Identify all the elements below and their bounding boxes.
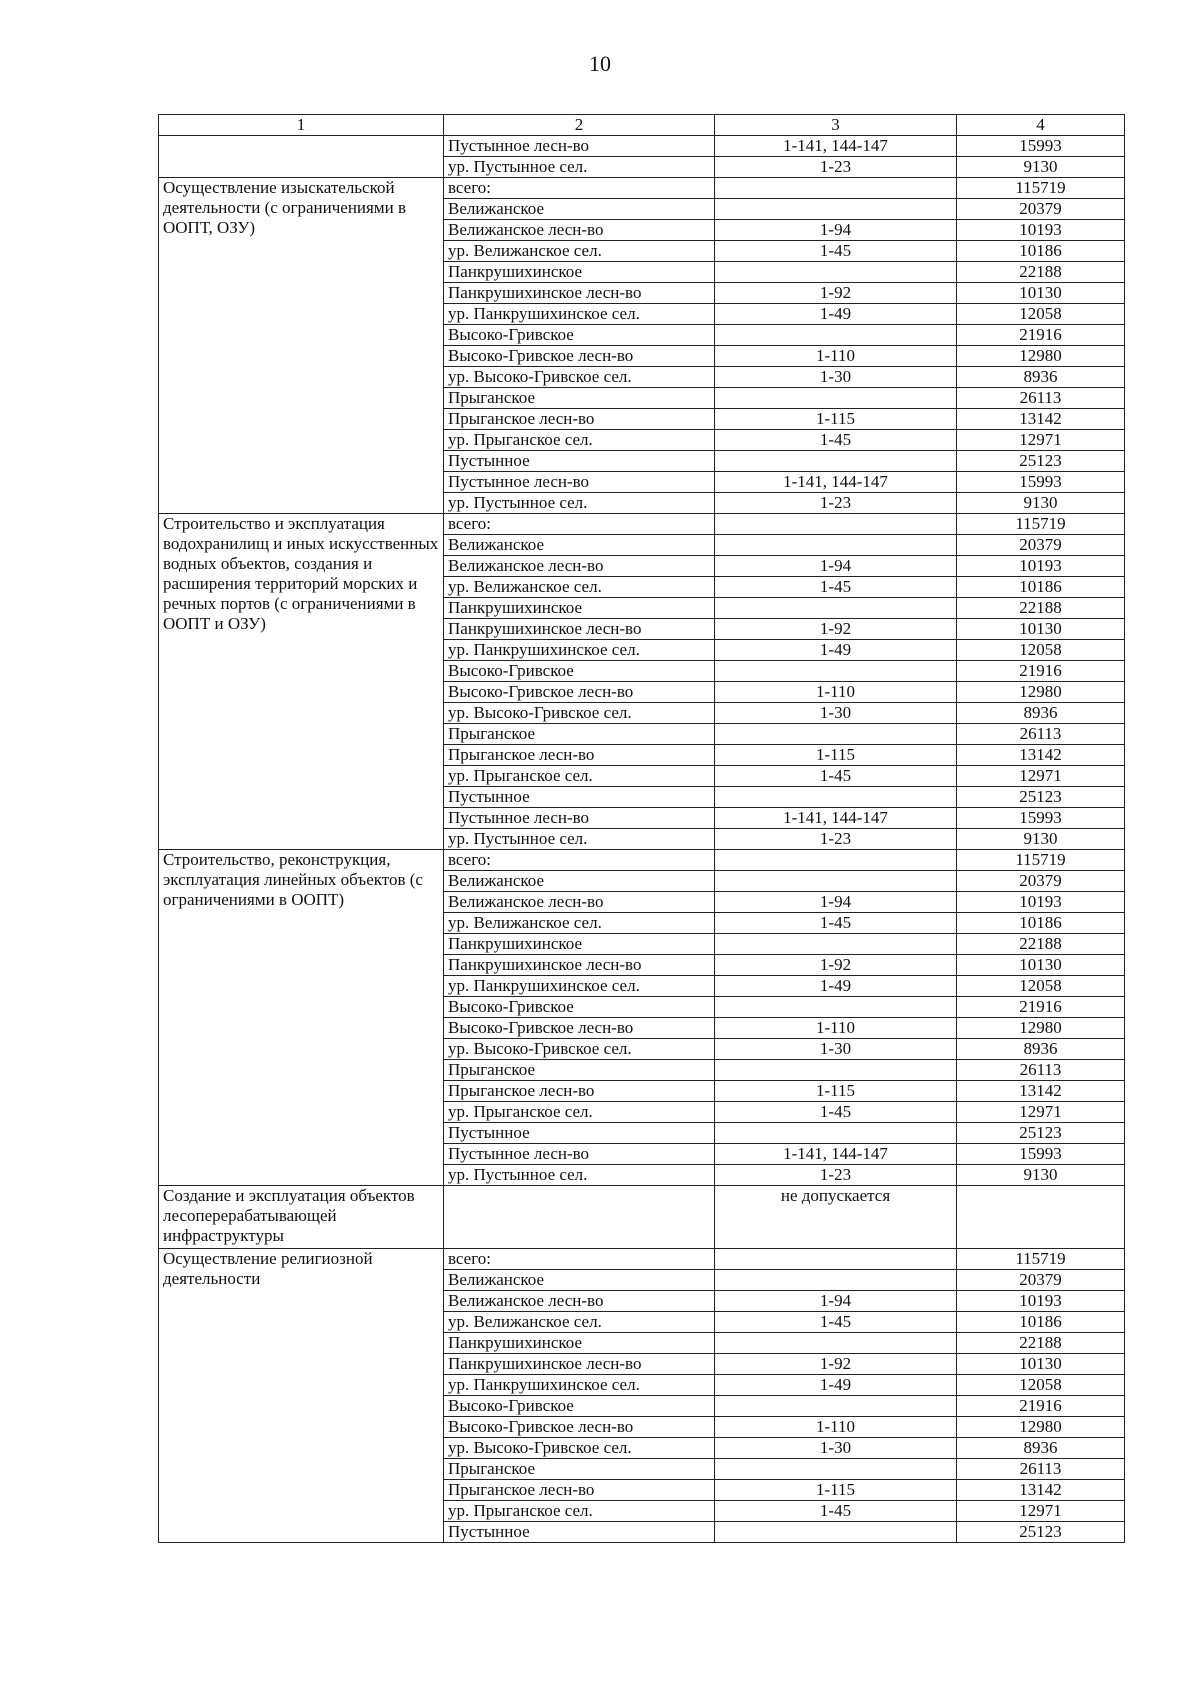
activity-cell: Осуществление изыскательской деятельности (с ограничениями в ООПТ, ОЗУ)	[159, 178, 444, 514]
area-cell: ур. Прыганское сел.	[444, 430, 715, 451]
area-cell: Высоко-Гривское	[444, 661, 715, 682]
area-cell: ур. Велижанское сел.	[444, 913, 715, 934]
area-cell: Высоко-Гривское лесн-во	[444, 346, 715, 367]
quarters-cell: 1-45	[715, 577, 957, 598]
area-cell: ур. Пустынное сел.	[444, 157, 715, 178]
quarters-cell: 1-45	[715, 1312, 957, 1333]
area-value-cell: 10186	[957, 913, 1125, 934]
area-cell: ур. Велижанское сел.	[444, 241, 715, 262]
area-value-cell: 21916	[957, 325, 1125, 346]
area-cell: ур. Велижанское сел.	[444, 577, 715, 598]
area-cell: ур. Панкрушихинское сел.	[444, 304, 715, 325]
area-value-cell: 25123	[957, 787, 1125, 808]
area-cell: Прыганское	[444, 724, 715, 745]
quarters-cell	[715, 1522, 957, 1543]
area-cell: Панкрушихинское	[444, 1333, 715, 1354]
area-cell: Велижанское	[444, 199, 715, 220]
quarters-cell: 1-23	[715, 157, 957, 178]
area-cell: ур. Высоко-Гривское сел.	[444, 367, 715, 388]
area-value-cell: 12971	[957, 766, 1125, 787]
table-row	[159, 1186, 1125, 1249]
area-cell: Прыганское	[444, 388, 715, 409]
area-value-cell: 10193	[957, 556, 1125, 577]
area-cell: Панкрушихинское лесн-во	[444, 955, 715, 976]
quarters-cell: 1-94	[715, 556, 957, 577]
area-value-cell: 13142	[957, 1081, 1125, 1102]
area-cell: ур. Высоко-Гривское сел.	[444, 1039, 715, 1060]
area-value-cell: 25123	[957, 1522, 1125, 1543]
area-value-cell: 13142	[957, 745, 1125, 766]
column-header-4: 4	[957, 115, 1125, 136]
area-value-cell: 26113	[957, 1060, 1125, 1081]
area-cell: ур. Панкрушихинское сел.	[444, 640, 715, 661]
table-row	[159, 1249, 1125, 1270]
quarters-cell: 1-110	[715, 682, 957, 703]
page-number: 10	[589, 51, 611, 76]
column-header-3: 3	[715, 115, 957, 136]
quarters-cell: 1-45	[715, 766, 957, 787]
area-value-cell: 15993	[957, 808, 1125, 829]
quarters-cell: 1-92	[715, 1354, 957, 1375]
area-value-cell: 9130	[957, 1165, 1125, 1186]
quarters-cell: 1-110	[715, 1417, 957, 1438]
quarters-cell	[715, 388, 957, 409]
quarters-cell: 1-92	[715, 955, 957, 976]
area-value-cell: 25123	[957, 451, 1125, 472]
quarters-cell	[715, 535, 957, 556]
area-cell: Пустынное лесн-во	[444, 808, 715, 829]
area-value-cell: 26113	[957, 388, 1125, 409]
area-cell: Панкрушихинское лесн-во	[444, 1354, 715, 1375]
area-value-cell: 12058	[957, 304, 1125, 325]
quarters-cell	[715, 1333, 957, 1354]
area-cell: Велижанское	[444, 871, 715, 892]
area-cell: Прыганское лесн-во	[444, 409, 715, 430]
area-cell: Высоко-Гривское	[444, 325, 715, 346]
area-cell: Пустынное	[444, 787, 715, 808]
area-cell: ур. Прыганское сел.	[444, 1102, 715, 1123]
area-value-cell: 10193	[957, 220, 1125, 241]
quarters-cell: 1-94	[715, 892, 957, 913]
area-cell: Прыганское лесн-во	[444, 1081, 715, 1102]
quarters-cell	[715, 451, 957, 472]
area-cell: Прыганское лесн-во	[444, 1480, 715, 1501]
area-cell: Пустынное лесн-во	[444, 472, 715, 493]
area-cell: Пустынное лесн-во	[444, 1144, 715, 1165]
area-cell: всего:	[444, 178, 715, 199]
quarters-cell	[715, 850, 957, 871]
quarters-cell: 1-141, 144-147	[715, 136, 957, 157]
quarters-cell: 1-94	[715, 220, 957, 241]
area-value-cell: 12058	[957, 640, 1125, 661]
area-value-cell: 115719	[957, 514, 1125, 535]
area-value-cell: 20379	[957, 535, 1125, 556]
quarters-cell: 1-110	[715, 1018, 957, 1039]
area-cell: ур. Высоко-Гривское сел.	[444, 703, 715, 724]
area-value-cell: 20379	[957, 871, 1125, 892]
table-row	[159, 178, 1125, 199]
quarters-cell: 1-30	[715, 1039, 957, 1060]
quarters-cell: 1-30	[715, 703, 957, 724]
quarters-cell	[715, 262, 957, 283]
area-cell: Велижанское лесн-во	[444, 1291, 715, 1312]
area-cell: Пустынное лесн-во	[444, 136, 715, 157]
column-header-2: 2	[444, 115, 715, 136]
area-cell: Велижанское	[444, 535, 715, 556]
activity-cell: Строительство и эксплуатация водохранилищ и иных искусственных водных объектов, создания и расширения территорий морских и речных портов (с ограничениями в ООПТ и ОЗУ)	[159, 514, 444, 850]
quarters-cell: 1-49	[715, 640, 957, 661]
area-cell: Высоко-Гривское лесн-во	[444, 1417, 715, 1438]
area-value-cell: 21916	[957, 661, 1125, 682]
area-cell: ур. Панкрушихинское сел.	[444, 1375, 715, 1396]
quarters-cell: 1-94	[715, 1291, 957, 1312]
area-cell: Панкрушихинское лесн-во	[444, 283, 715, 304]
area-value-cell: 10130	[957, 283, 1125, 304]
area-value-cell: 8936	[957, 703, 1125, 724]
area-value-cell: 9130	[957, 493, 1125, 514]
quarters-cell	[715, 1249, 957, 1270]
area-value-cell: 12980	[957, 682, 1125, 703]
area-value-cell: 25123	[957, 1123, 1125, 1144]
quarters-cell	[715, 199, 957, 220]
area-value-cell: 12058	[957, 1375, 1125, 1396]
area-value-cell: 10186	[957, 241, 1125, 262]
quarters-cell: 1-115	[715, 745, 957, 766]
quarters-cell: 1-115	[715, 1081, 957, 1102]
area-value-cell: 22188	[957, 934, 1125, 955]
quarters-cell: 1-110	[715, 346, 957, 367]
area-value-cell: 26113	[957, 1459, 1125, 1480]
area-value-cell: 115719	[957, 1249, 1125, 1270]
area-cell: ур. Прыганское сел.	[444, 1501, 715, 1522]
area-value-cell: 13142	[957, 1480, 1125, 1501]
area-value-cell: 15993	[957, 1144, 1125, 1165]
area-cell: ур. Пустынное сел.	[444, 829, 715, 850]
area-cell: Пустынное	[444, 1123, 715, 1144]
quarters-cell	[715, 1060, 957, 1081]
area-cell: ур. Пустынное сел.	[444, 1165, 715, 1186]
quarters-cell: 1-30	[715, 367, 957, 388]
area-value-cell: 15993	[957, 472, 1125, 493]
quarters-cell	[715, 598, 957, 619]
area-cell: Пустынное	[444, 451, 715, 472]
area-value-cell: 20379	[957, 199, 1125, 220]
quarters-cell: 1-23	[715, 493, 957, 514]
quarters-cell: 1-45	[715, 430, 957, 451]
quarters-cell: 1-23	[715, 829, 957, 850]
area-value-cell: 10130	[957, 955, 1125, 976]
value-cell	[957, 1186, 1125, 1249]
area-value-cell: 12980	[957, 1417, 1125, 1438]
quarters-cell	[715, 997, 957, 1018]
quarters-cell: 1-141, 144-147	[715, 1144, 957, 1165]
quarters-cell	[715, 325, 957, 346]
area-cell: Велижанское лесн-во	[444, 220, 715, 241]
area-value-cell: 22188	[957, 1333, 1125, 1354]
activity-cell: Создание и эксплуатация объектов лесоперерабатывающей инфраструктуры	[159, 1186, 444, 1249]
table-row	[159, 850, 1125, 871]
area-value-cell: 12971	[957, 1501, 1125, 1522]
area-value-cell: 12971	[957, 430, 1125, 451]
area-value-cell: 26113	[957, 724, 1125, 745]
area-value-cell: 115719	[957, 178, 1125, 199]
area-cell: Прыганское	[444, 1060, 715, 1081]
area-cell: Пустынное	[444, 1522, 715, 1543]
quarters-cell	[715, 1459, 957, 1480]
quarters-cell: 1-92	[715, 283, 957, 304]
activity-cell	[159, 136, 444, 178]
area-cell: Высоко-Гривское лесн-во	[444, 1018, 715, 1039]
quarters-cell: 1-141, 144-147	[715, 808, 957, 829]
area-value-cell: 8936	[957, 1438, 1125, 1459]
quarters-cell: 1-49	[715, 1375, 957, 1396]
quarters-cell	[715, 787, 957, 808]
table-row	[159, 136, 1125, 157]
area-value-cell: 21916	[957, 1396, 1125, 1417]
quarters-cell: 1-49	[715, 304, 957, 325]
quarters-cell: 1-23	[715, 1165, 957, 1186]
area-value-cell: 13142	[957, 409, 1125, 430]
area-value-cell: 10193	[957, 1291, 1125, 1312]
area-value-cell: 12058	[957, 976, 1125, 997]
area-value-cell: 8936	[957, 1039, 1125, 1060]
area-value-cell: 12980	[957, 1018, 1125, 1039]
quarters-cell	[715, 178, 957, 199]
area-value-cell: 20379	[957, 1270, 1125, 1291]
quarters-cell: 1-115	[715, 1480, 957, 1501]
activity-cell: Осуществление религиозной деятельности	[159, 1249, 444, 1543]
quarters-cell: 1-115	[715, 409, 957, 430]
area-value-cell: 12980	[957, 346, 1125, 367]
area-value-cell: 10186	[957, 1312, 1125, 1333]
area-value-cell: 15993	[957, 136, 1125, 157]
area-value-cell: 115719	[957, 850, 1125, 871]
quarters-cell	[715, 871, 957, 892]
quarters-cell	[715, 514, 957, 535]
area-value-cell: 10193	[957, 892, 1125, 913]
area-cell: ур. Прыганское сел.	[444, 766, 715, 787]
area-cell: Высоко-Гривское лесн-во	[444, 682, 715, 703]
area-cell: Панкрушихинское	[444, 262, 715, 283]
column-header-1: 1	[159, 115, 444, 136]
restriction-note: не допускается	[715, 1186, 957, 1249]
quarters-cell: 1-141, 144-147	[715, 472, 957, 493]
table-row	[159, 514, 1125, 535]
quarters-cell	[715, 1396, 957, 1417]
area-value-cell: 22188	[957, 598, 1125, 619]
activity-cell: Строительство, реконструкция, эксплуатация линейных объектов (с ограничениями в ООПТ)	[159, 850, 444, 1186]
forest-use-table	[158, 114, 1125, 1543]
area-cell: Прыганское лесн-во	[444, 745, 715, 766]
quarters-cell: 1-92	[715, 619, 957, 640]
area-value-cell: 8936	[957, 367, 1125, 388]
quarters-cell	[715, 1123, 957, 1144]
quarters-cell: 1-45	[715, 913, 957, 934]
area-value-cell: 22188	[957, 262, 1125, 283]
quarters-cell	[715, 934, 957, 955]
quarters-cell: 1-49	[715, 976, 957, 997]
area-cell: ур. Высоко-Гривское сел.	[444, 1438, 715, 1459]
column-header-row	[159, 115, 1125, 136]
quarters-cell: 1-30	[715, 1438, 957, 1459]
area-value-cell: 10130	[957, 1354, 1125, 1375]
area-cell: ур. Пустынное сел.	[444, 493, 715, 514]
area-cell: ур. Панкрушихинское сел.	[444, 976, 715, 997]
area-cell: Панкрушихинское	[444, 934, 715, 955]
area-cell: Велижанское лесн-во	[444, 556, 715, 577]
quarters-cell: 1-45	[715, 1102, 957, 1123]
area-cell: всего:	[444, 514, 715, 535]
quarters-cell	[715, 661, 957, 682]
quarters-cell	[715, 1270, 957, 1291]
area-cell	[444, 1186, 715, 1249]
area-cell: всего:	[444, 850, 715, 871]
area-cell: всего:	[444, 1249, 715, 1270]
quarters-cell	[715, 724, 957, 745]
area-cell: Высоко-Гривское	[444, 1396, 715, 1417]
area-cell: Велижанское лесн-во	[444, 892, 715, 913]
area-value-cell: 10130	[957, 619, 1125, 640]
area-cell: Панкрушихинское	[444, 598, 715, 619]
quarters-cell: 1-45	[715, 241, 957, 262]
area-value-cell: 12971	[957, 1102, 1125, 1123]
area-cell: ур. Велижанское сел.	[444, 1312, 715, 1333]
area-cell: Высоко-Гривское	[444, 997, 715, 1018]
area-cell: Велижанское	[444, 1270, 715, 1291]
area-cell: Прыганское	[444, 1459, 715, 1480]
area-cell: Панкрушихинское лесн-во	[444, 619, 715, 640]
area-value-cell: 10186	[957, 577, 1125, 598]
area-value-cell: 9130	[957, 829, 1125, 850]
quarters-cell: 1-45	[715, 1501, 957, 1522]
area-value-cell: 21916	[957, 997, 1125, 1018]
area-value-cell: 9130	[957, 157, 1125, 178]
